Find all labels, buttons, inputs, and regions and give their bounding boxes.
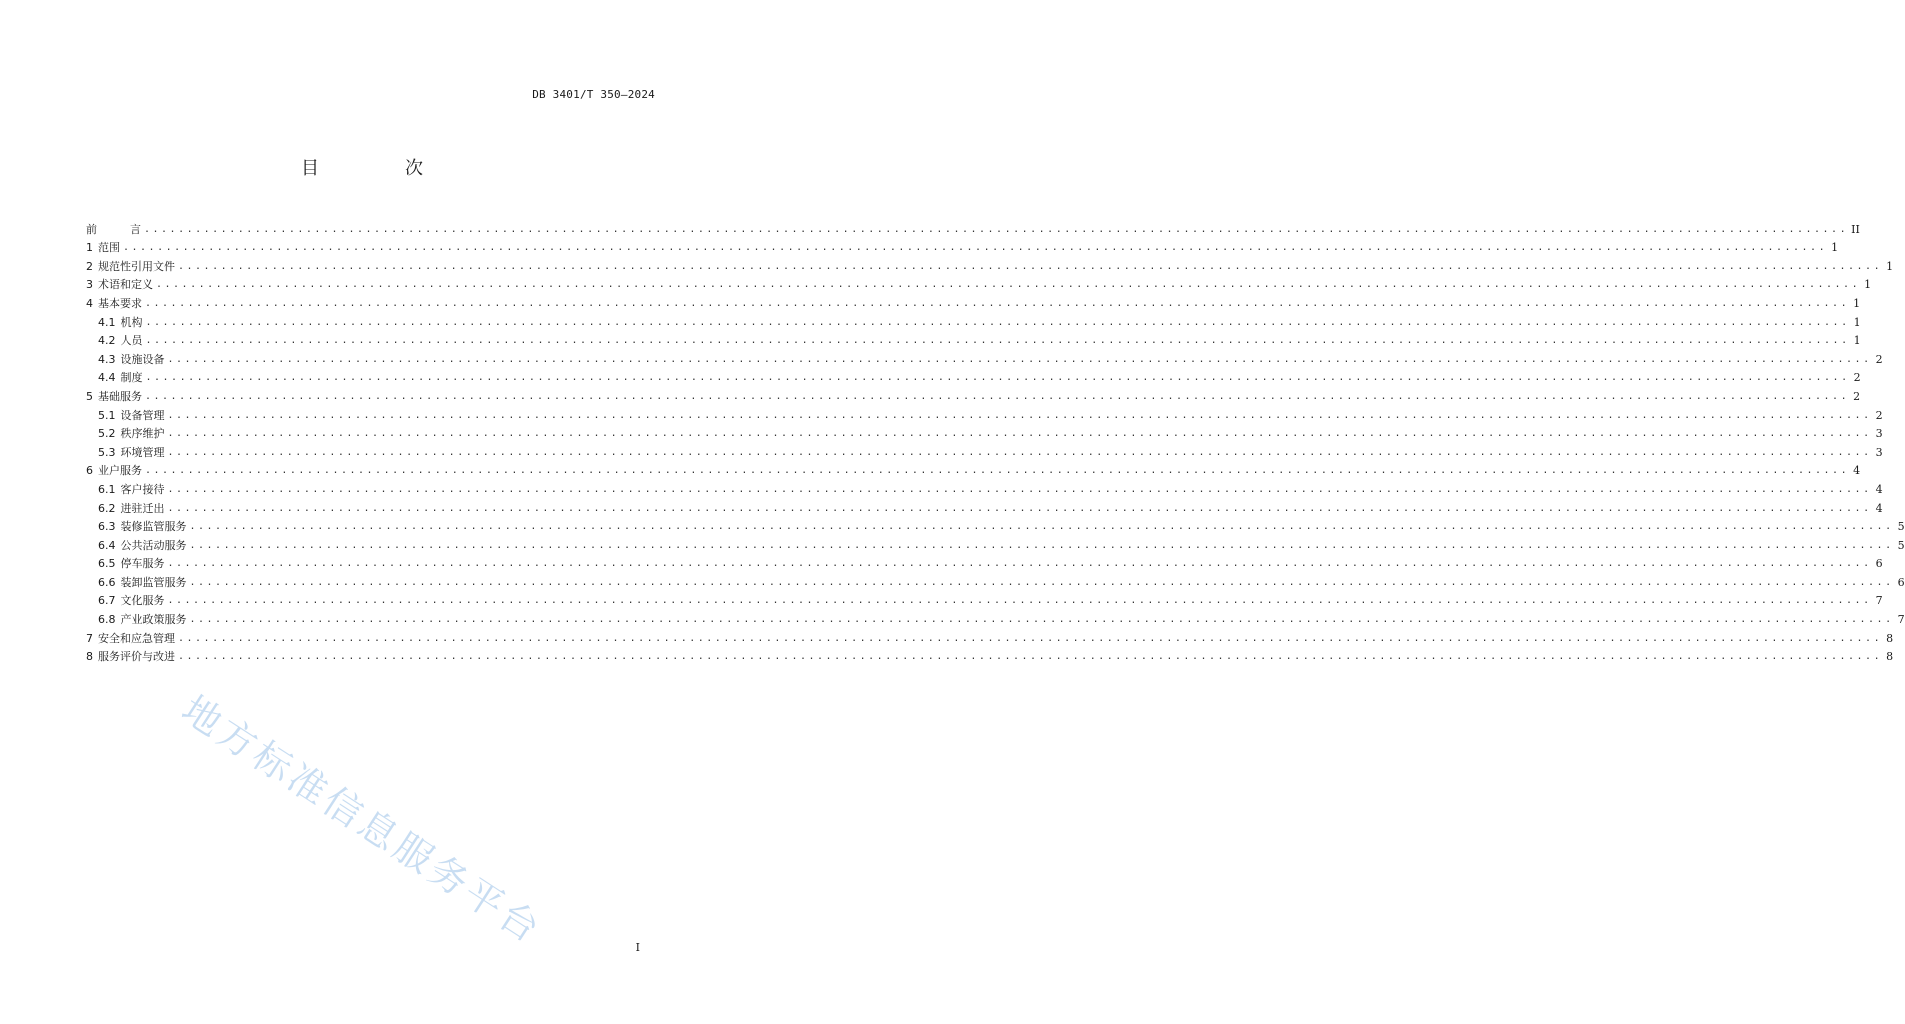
toc-entry-page: 1 [1853,296,1861,310]
toc-entry-label: 秩序维护 [120,427,165,441]
dot-leader: ........................................................................................................................................................................................................ [145,372,1850,384]
toc-entry-page: 1 [1864,278,1872,292]
dot-leader: ........................................................................................................................................................................................................ [145,297,1850,309]
dot-leader: ........................................................................................................................................................................................................ [189,539,1894,551]
toc-entry-label: 制度 [120,371,143,385]
toc-entry-number: 6.6 [98,575,116,589]
toc-entry-page: 7 [1875,594,1883,608]
toc-entry-number: 2 [86,259,93,273]
toc-entry-label: 公共活动服务 [120,538,187,552]
toc-entry-label: 装卸监管服务 [120,575,187,589]
toc-entry-page: 3 [1875,445,1883,459]
toc-subentry[interactable] [86,590,1883,609]
toc-entry-label: 装修监管服务 [120,520,187,534]
dot-leader: ........................................................................................................................................................................................................ [178,260,1883,272]
toc-subentry[interactable] [86,404,1883,423]
dot-leader: ........................................................................................................................................................................................................ [156,279,1861,291]
dot-leader: ........................................................................................................................................................................................................ [189,521,1894,533]
toc-entry-number: 8 [86,650,93,664]
dot-leader: ........................................................................................................................................................................................................ [167,353,1872,365]
toc-entry[interactable] [86,385,1861,404]
toc-subentry[interactable] [86,553,1883,572]
toc-entry[interactable] [86,627,1894,646]
toc-subentry[interactable] [86,441,1883,460]
toc-entry-page: 1 [1853,315,1861,329]
toc-entry[interactable] [86,218,1860,237]
dot-leader: ........................................................................................................................................................................................................ [145,316,1850,328]
toc-entry-label: 停车服务 [120,557,165,571]
toc-entry-label: 文化服务 [120,594,165,608]
toc-entry-number: 6.5 [98,557,116,571]
toc-entry[interactable] [86,292,1861,311]
toc-entry-number: 6 [86,464,93,478]
toc-entry-label: 环境管理 [120,445,165,459]
toc-entry-number: 5 [86,389,93,403]
toc-entry-page: 1 [1853,334,1861,348]
toc-entry-page: 1 [1831,241,1839,255]
document-code: DB 3401/T 350—2024 [532,88,655,101]
toc-subentry[interactable] [86,497,1883,516]
toc-entry[interactable] [86,274,1872,293]
toc-entry-label: 产业政策服务 [120,613,187,627]
toc-entry-page: 7 [1897,613,1905,627]
toc-entry-label: 规范性引用文件 [98,259,175,273]
toc-entry[interactable] [86,255,1894,274]
toc-entry-label: 前 言 [86,222,141,236]
dot-leader: ........................................................................................................................................................................................................ [167,409,1872,421]
toc-entry-page: 5 [1897,538,1905,552]
dot-leader: ........................................................................................................................................................................................................ [167,502,1872,514]
toc-entry-page: 6 [1875,557,1883,571]
toc-entry-label: 基础服务 [98,389,142,403]
dot-leader: ........................................................................................................................................................................................................ [167,483,1872,495]
toc-entry[interactable] [86,237,1839,256]
dot-leader: ........................................................................................................................................................................................................ [189,614,1894,626]
toc-entry-number: 7 [86,631,93,645]
toc-entry-page: 4 [1875,482,1883,496]
toc-entry-page: 2 [1853,371,1861,385]
toc-entry-page: II [1851,222,1860,236]
toc-entry[interactable] [86,646,1894,665]
toc-entry-label: 术语和定义 [98,278,153,292]
toc-entry-number: 3 [86,278,93,292]
toc-entry[interactable] [86,460,1861,479]
watermark: 地方标准信息服务平台 [174,686,551,953]
toc-entry-page: 8 [1886,631,1894,645]
toc-entry-number: 4.3 [98,352,116,366]
toc-entry-label: 设施设备 [120,352,165,366]
dot-leader: ........................................................................................................................................................................................................ [167,595,1872,607]
toc-entry-number: 4.1 [98,315,116,329]
toc-entry-number: 4.4 [98,371,116,385]
toc-subentry[interactable] [86,348,1883,367]
toc-entry-label: 范围 [98,241,120,255]
toc-entry-page: 1 [1886,259,1894,273]
toc-entry-number: 4.2 [98,334,116,348]
toc-entry-number: 5.2 [98,427,116,441]
dot-leader: ........................................................................................................................................................................................................ [145,390,1850,402]
toc-subentry[interactable] [86,423,1883,442]
toc-entry-number: 6.7 [98,594,116,608]
toc-subentry[interactable] [86,367,1861,386]
toc-entry-number: 6.8 [98,613,116,627]
toc-entry-page: 5 [1897,520,1905,534]
toc-entry-label: 业户服务 [98,464,142,478]
toc-entry-label: 进驻迁出 [120,501,165,515]
toc-entry-label: 人员 [120,334,143,348]
toc-entry-label: 服务评价与改进 [98,650,175,664]
dot-leader: ........................................................................................................................................................................................................ [189,576,1894,588]
dot-leader: ........................................................................................................................................................................................................ [167,558,1872,570]
toc-subentry[interactable] [86,311,1861,330]
toc-entry-label: 机构 [120,315,143,329]
toc-entry-page: 6 [1897,575,1905,589]
dot-leader: ........................................................................................................................................................................................................ [178,632,1883,644]
toc-entry-number: 5.3 [98,445,116,459]
toc-subentry[interactable] [86,516,1905,535]
toc-entry-number: 6.1 [98,482,116,496]
toc-entry-page: 2 [1875,352,1883,366]
dot-leader: ........................................................................................................................................................................................................ [144,223,1849,235]
dot-leader: ........................................................................................................................................................................................................ [145,465,1850,477]
toc-subentry[interactable] [86,478,1883,497]
dot-leader: ........................................................................................................................................................................................................ [145,335,1850,347]
toc-entry-number: 6.3 [98,520,116,534]
toc-entry-page: 4 [1875,501,1883,515]
toc-entry-label: 安全和应急管理 [98,631,175,645]
dot-leader: ........................................................................................................................................................................................................ [167,428,1872,440]
toc-subentry[interactable] [86,571,1905,590]
toc-entry-number: 5.1 [98,408,116,422]
dot-leader: ........................................................................................................................................................................................................ [123,242,1828,254]
dot-leader: ........................................................................................................................................................................................................ [178,651,1883,663]
toc-entry-label: 基本要求 [98,296,142,310]
toc-entry-number: 1 [86,241,93,255]
toc-entry-page: 2 [1853,389,1861,403]
toc-entry-number: 6.2 [98,501,116,515]
toc-entry-page: 4 [1853,464,1861,478]
toc-subentry[interactable] [86,534,1905,553]
toc-entry-label: 客户接待 [120,482,165,496]
page-number: I [635,941,640,954]
table-of-contents [86,218,1905,664]
dot-leader: ........................................................................................................................................................................................................ [167,446,1872,458]
toc-subentry[interactable] [86,330,1861,349]
toc-entry-page: 3 [1875,427,1883,441]
toc-entry-page: 2 [1875,408,1883,422]
toc-subentry[interactable] [86,608,1905,627]
toc-entry-number: 6.4 [98,538,116,552]
toc-entry-label: 设备管理 [120,408,165,422]
toc-title: 目 次 [301,158,457,179]
toc-entry-number: 4 [86,296,93,310]
toc-entry-page: 8 [1886,650,1894,664]
